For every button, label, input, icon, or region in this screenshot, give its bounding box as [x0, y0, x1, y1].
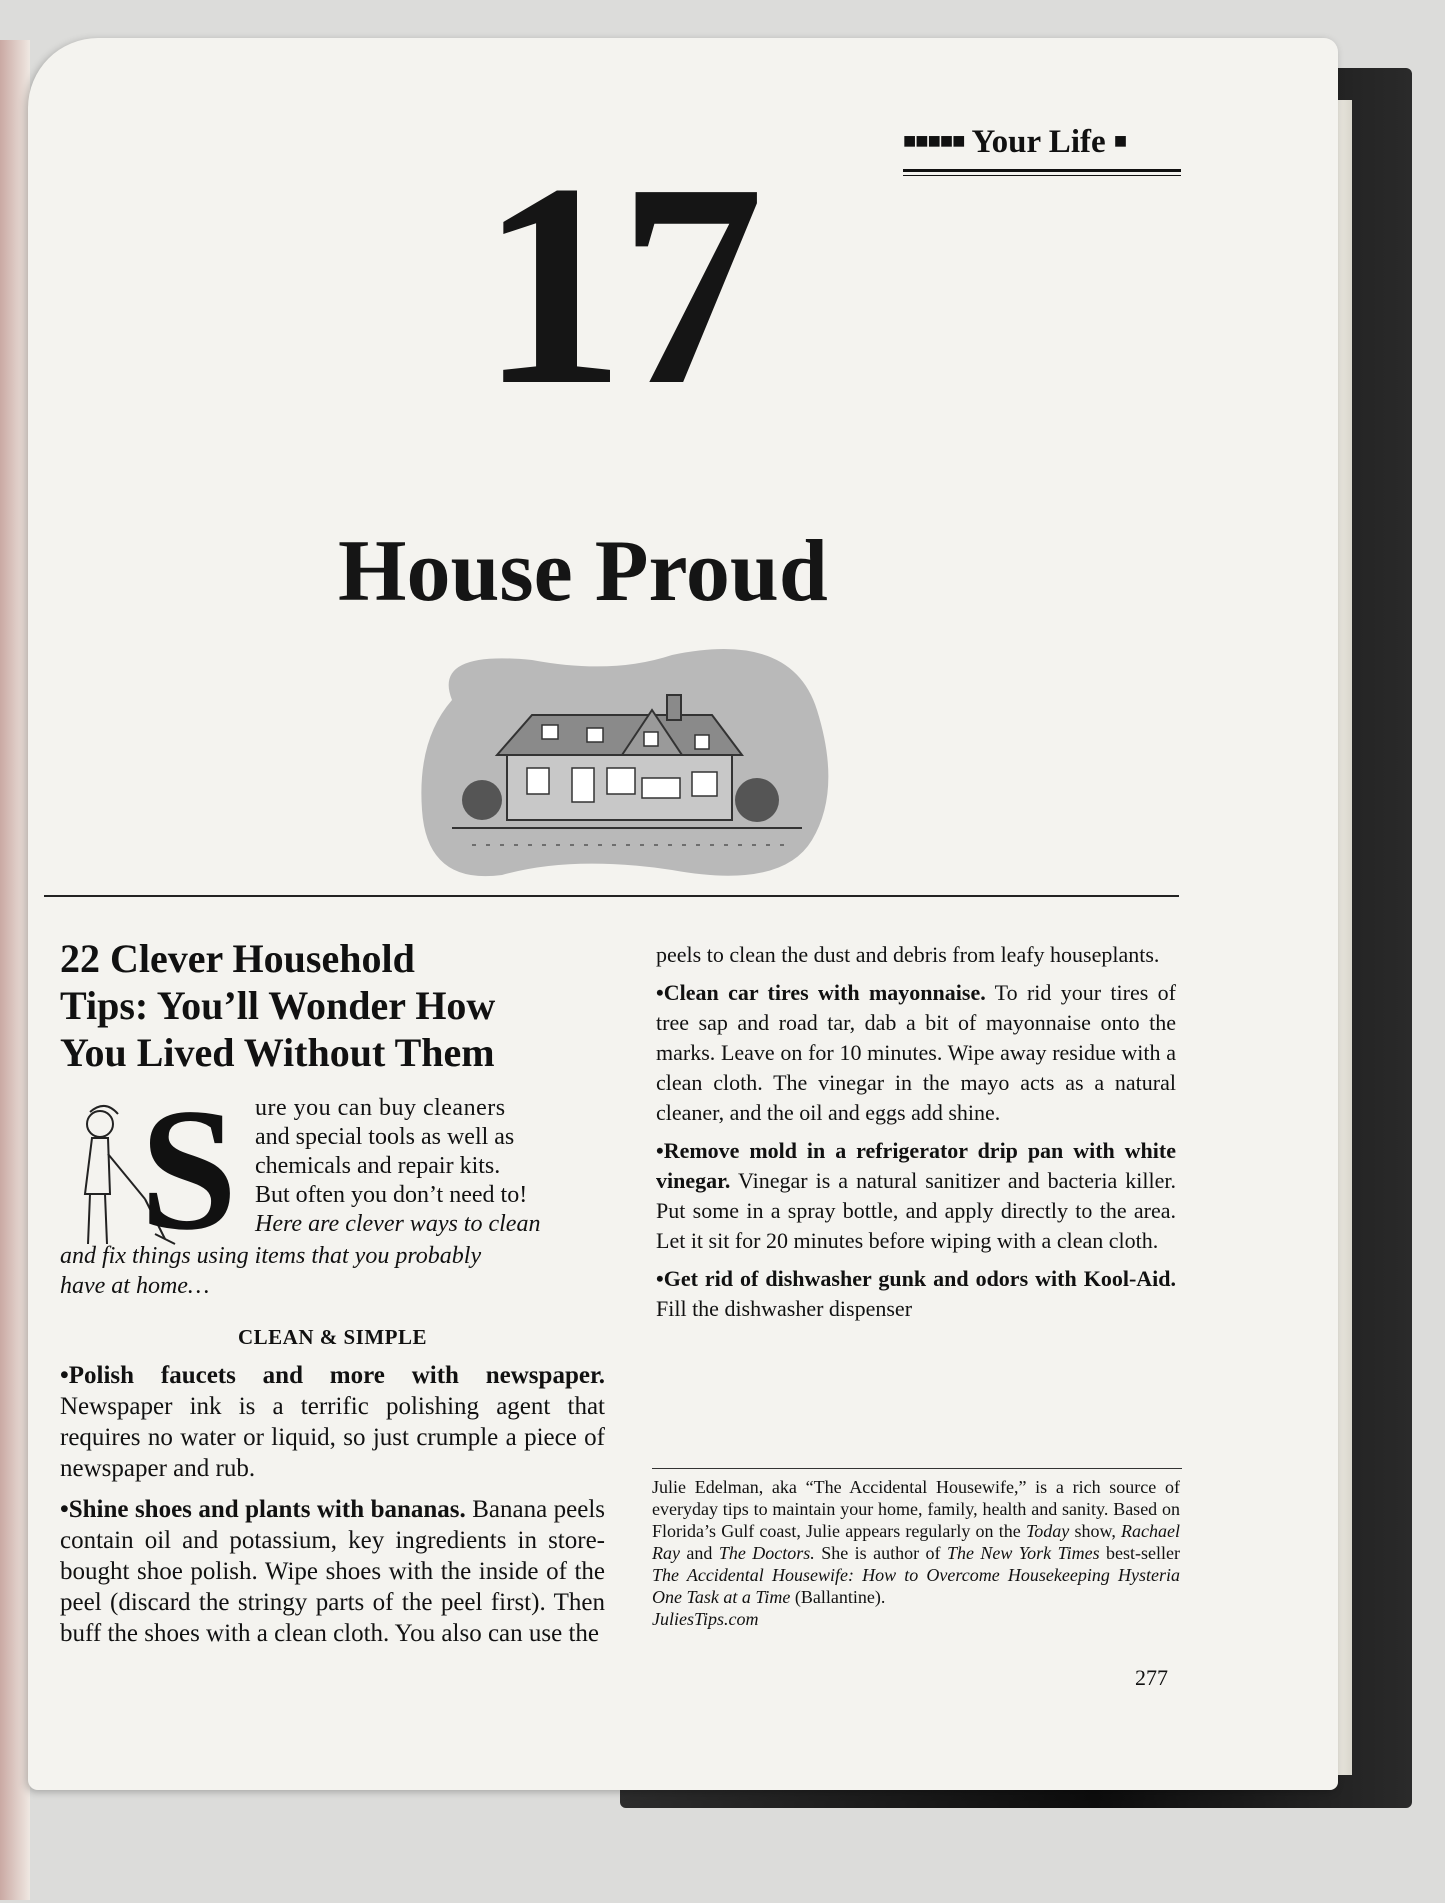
tip-body: Newspaper ink is a terrific polishing agent that requires no water or liquid, so just crumple a piece of newspaper and rub. [60, 1393, 605, 1482]
tip-body: Fill the dishwasher dispenser [656, 1296, 913, 1321]
intro-line: But often you don’t need to! [255, 1182, 528, 1208]
chapter-number: 17 [480, 124, 758, 445]
header-rule-thin [903, 175, 1181, 176]
section-divider [44, 895, 1179, 897]
intro-italic-line: have at home… [60, 1273, 210, 1299]
header-rule [903, 169, 1181, 172]
bio-text: show, [1069, 1521, 1122, 1541]
header-section: Your Life [971, 124, 1106, 160]
bio-book-title: The Accidental Housewife: How to Overcome Housekeeping Hysteria One Task at a Time [652, 1565, 1180, 1607]
running-header [903, 124, 1181, 161]
author-bio [652, 1476, 1180, 1630]
bio-rule [652, 1468, 1182, 1469]
bio-show: Today [1025, 1521, 1070, 1541]
bio-text: and [679, 1543, 719, 1563]
tip-lead: •Clean car tires with mayonnaise. [656, 980, 986, 1005]
left-column [60, 935, 605, 1647]
intro-italic-line: and fix things using items that you probably [60, 1243, 482, 1269]
section-heading: CLEAN & SIMPLE [237, 1325, 428, 1349]
intro-line: chemicals and repair kits. [255, 1153, 501, 1179]
tip-paragraph [656, 1264, 1176, 1324]
bio-text: (Ballantine). [790, 1587, 886, 1607]
tip-body: To rid your tires of tree sap and road tar, dab a bit of mayonnaise onto the marks. Leave on for 10 minutes. Wipe away residue with a clean cloth. The vinegar in the mayo acts as a natural cleaner, and the oil and eggs add shine. [656, 980, 1176, 1125]
facing-page-edge [0, 40, 30, 1900]
tip-lead: •Get rid of dishwasher gunk and odors with Kool-Aid. [656, 1266, 1176, 1291]
article-title-line: You Lived Without Them [60, 1030, 495, 1075]
chapter-title: House Proud [338, 523, 828, 620]
article-title-line: 22 Clever Household [60, 936, 415, 981]
intro-line: and special tools as well as [255, 1124, 515, 1150]
tip-paragraph [60, 1360, 605, 1484]
intro-italic-line: Here are clever ways to clean [255, 1211, 541, 1237]
header-end-mark-icon: ■ [1113, 128, 1127, 153]
article-title [60, 935, 605, 1076]
page-number: 277 [1135, 1665, 1168, 1690]
tip-lead: •Remove mold in a refrigerator drip pan with white vinegar. [656, 1138, 1176, 1193]
tip-paragraph [656, 1136, 1176, 1256]
right-column [656, 940, 1176, 1332]
tip-paragraph [60, 1494, 605, 1649]
drop-cap: S [140, 1072, 238, 1266]
house-illustration [412, 640, 837, 880]
tip-body: Vinegar is a natural sanitizer and bacteria killer. Put some in a spray bottle, and apply directly to the area. Let it sit for 20 minutes before wiping with a clean cloth. [656, 1168, 1176, 1253]
tip-body: Banana peels contain oil and potassium, key ingredients in store-bought shoe polish. Wipe shoes with the inside of the peel (discard the stringy parts of the peel first). Then buff the shoes with a clean cloth. You also can use the [60, 1496, 605, 1647]
bio-website: JuliesTips.com [652, 1609, 759, 1629]
bio-show: Rachael Ray [652, 1521, 1180, 1563]
bio-text: best-seller [1099, 1543, 1181, 1563]
bio-show: The Doctors. [718, 1543, 815, 1563]
bio-newspaper: The New York Times [946, 1543, 1100, 1563]
article-title-line: Tips: You’ll Wonder How [60, 983, 496, 1028]
intro-line: ure you can buy cleaners [255, 1095, 506, 1121]
header-bars-icon: ■■■■■ [903, 128, 965, 153]
continued-paragraph: peels to clean the dust and debris from leafy houseplants. [656, 942, 1160, 967]
bio-text: She is author of [814, 1543, 947, 1563]
bio-text: Julie Edelman, aka “The Accidental Housewife,” is a rich source of everyday tips to maintain your home, family, health and sanity. Based on Florida’s Gulf coast, Julie appears regularly on the [652, 1477, 1180, 1541]
tip-lead: •Shine shoes and plants with bananas. [60, 1496, 466, 1523]
tip-paragraph [656, 978, 1176, 1128]
tip-lead: •Polish faucets and more with newspaper. [60, 1362, 605, 1389]
